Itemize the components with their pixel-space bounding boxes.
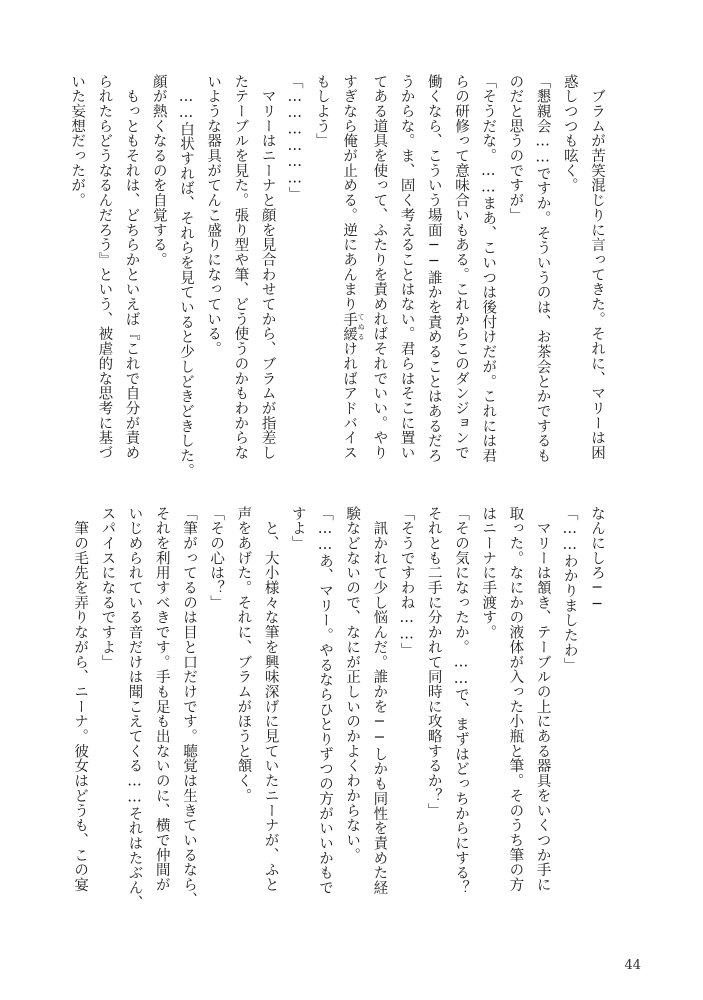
text-line: 声をあげた。それに、ブラムがほうと頷く。 [235, 506, 252, 803]
text-line: いような器具がてんこ盛りになっている。 [205, 74, 222, 357]
text-line: 「その気になったか。……で、まずはどっちからにする？ [452, 506, 469, 896]
text-line: スパイスになるですよ」 [99, 506, 116, 670]
text-line: 取った。なにかの液体が入った小瓶と筆。そのうち筆の方 [507, 506, 524, 893]
text-line: 惑しつつも呟く。 [561, 74, 578, 193]
text-line: ……白状すれば、それらを見ていると少しどきどきした。 [177, 74, 194, 478]
text-line: ブラムが苦笑混じりに言ってきた。それに、マリーは困 [589, 74, 605, 461]
text-line: 顔が熱くなるのを自覚する。 [150, 74, 167, 268]
text-line: たテーブルを見た。張り型や筆、どう使うのかもわからな [232, 74, 249, 461]
text-line: のだと思うのですが」 [507, 74, 524, 223]
ruby-word: 手緩 てぬる [341, 311, 366, 342]
text-line: 筆の毛先を弄りながら、ニーナ。彼女はどうも、この宴 [72, 506, 89, 893]
text-line: いじめられている音だけは聞こえてくる……それはたぶん、 [126, 506, 143, 910]
text-line: マリーはニーナと顔を見合わせてから、ブラムが指差し [259, 74, 276, 461]
text-line: 「……わかりましたわ」 [561, 506, 578, 673]
text-line: それを利用すべきです。手も足も出ないのに、横で仲間が [153, 506, 170, 893]
text-line: マリーは頷き、テーブルの上にある器具をいくつか手に [534, 506, 551, 893]
text-line: てある道具を使って、ふたりを責めればそれでいい。やり [371, 74, 388, 461]
text-line: うからな。ま、固く考えることはない。君らはそこに置い [398, 74, 415, 461]
text-line: いた妄想だったが。 [69, 74, 86, 208]
text-line: られたらどうなるんだろう』という、被虐的な思考に基づ [96, 74, 113, 461]
text-line: 「その心は？」 [208, 506, 225, 610]
text-line: 「筆がってるのは目と口だけです。聴覚は生きているなら、 [180, 506, 197, 907]
page-number: 44 [624, 958, 641, 973]
text-line: 「そうだな。……まあ、こいつは後付けだが。これには君 [480, 74, 497, 464]
text-line: はニーナに手渡す。 [480, 506, 497, 640]
text-line: もしよう」 [313, 74, 330, 149]
ruby-reading: てぬる [357, 311, 366, 342]
text-line: 験などないので、なにが正しいのかよくわからない。 [344, 506, 361, 863]
text-line: 訊かれて少し悩んだ。誰かを──しかも同性を責めた経 [371, 506, 388, 896]
text-line: 「懇親会……ですか。そういうのは、お茶会とかでするも [534, 74, 551, 464]
text-line: 働くなら、こういう場面──誰かを責めることはあるだろ [425, 74, 442, 464]
text-line: それとも二手に分かれて同時に攻略するか？」 [425, 506, 442, 818]
text-line: 「……あ、マリー。やるならひとりずつの方がいいかもで [316, 506, 333, 896]
text-line: らの研修って意味合いもある。これからこのダンジョンで [452, 74, 469, 461]
text-line: 「………………」 [286, 74, 303, 202]
text-line: すぎなら俺が止める。逆にあんまり手緩 てぬるければアドバイス [341, 74, 366, 461]
text-line: と、大小様々な筆を興味深げに見ていたニーナが、ふと [262, 506, 279, 893]
lower-text-block [72, 506, 610, 926]
upper-text-block [69, 74, 610, 486]
text-line: なんにしろ── [589, 506, 605, 613]
text-line: すよ」 [289, 506, 306, 551]
text-line: もっともそれは、どちらかといえば『これで自分が責め [123, 74, 140, 461]
text-line: 「そうですわね……」 [398, 506, 415, 658]
